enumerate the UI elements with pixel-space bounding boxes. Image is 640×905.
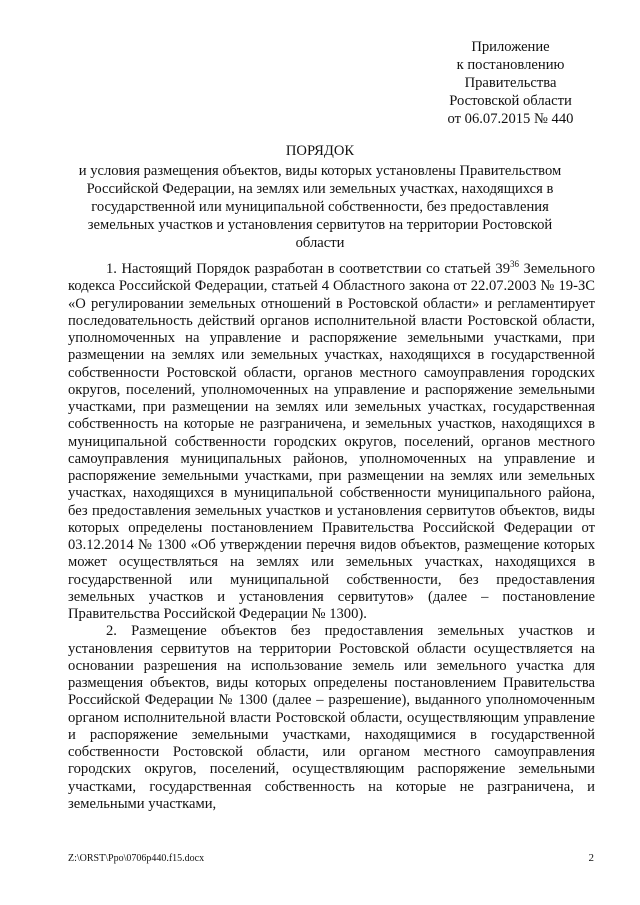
footer-file-path: Z:\ORST\Ppo\0706p440.f15.docx xyxy=(68,853,205,864)
page-number: 2 xyxy=(588,852,594,864)
document-body xyxy=(68,261,595,813)
appendix-line: от 06.07.2015 № 440 xyxy=(447,111,574,127)
paragraph-2: 2. Размещение объектов без предоставления земельных участков и установления сервитутов на территории Ростовской области осуществляется на основании разрешения на использование земель или земельного участка для размещения объектов, виды которых определены постановлением Правительства Российской Федерации № 1300 (далее – разрешение), выданного уполномоченным органом исполнительной власти Ростовской области, осуществляющим управление и распоряжение земельными участками, находящимися в государственной собственности Ростовской области, или органом местного самоуправления городских округов, поселений, осуществляющим распоряжение земельными участками, государственная собственность на которые не разграничена, и земельными участками, xyxy=(68,623,595,812)
paragraph-1 xyxy=(68,261,595,623)
document-title: ПОРЯДОК xyxy=(285,143,355,159)
document-subtitle: и условия размещения объектов, виды которых установлены Правительством Российской Федерации, на землях или земельных участках, находящихся в государственной или муниципальной собственности, без предоставления земельных участков и установления сервитутов на территории Ростовской области xyxy=(78,163,562,251)
appendix-line: к постановлению xyxy=(456,57,565,73)
article-superscript: 36 xyxy=(510,259,519,270)
appendix-line: Правительства xyxy=(464,75,557,91)
paragraph-1-rest: Земельного кодекса Российской Федерации, статьей 4 Областного закона от 22.07.2003 № 19-ЗС «О регулировании земельных отношений в Ростовской области» и регламентирует последовательность действий органов исполнительной власти Ростовской области, уполномоченных на управление и распоряжение земельными участками, при размещении на землях или земельных участках, находящихся в государственной собственности Ростовской области, органов местного самоуправления городских округов, поселений, уполномоченных на управление и распоряжение земельными участками, при размещении на землях или земельных участках, государственная собственность на которые не разграничена, и земельных участков, находящихся в муниципальной собственности городских округов, поселений, органов местного самоуправления муниципальных районов, уполномоченных на управление и распоряжение земельными участками, при размещении на землях или земельных участках, находящихся в муниципальной собственности муниципального района, без предоставления земельных участков и установления сервитутов объектов, виды которых определены постановлением Правительства Российской Федерации от 03.12.2014 № 1300 «Об утверждении перечня видов объектов, размещение которых может осуществляться на землях или земельных участках, находящихся в государственной или муниципальной собственности, без предоставления земельных участков и установления сервитутов» (далее – постановление Правительства Российской Федерации № 1300). xyxy=(68,261,595,622)
appendix-header xyxy=(428,38,593,128)
document-title-block xyxy=(64,142,576,252)
appendix-line: Приложение xyxy=(471,39,550,55)
appendix-line: Ростовской области xyxy=(449,93,572,109)
paragraph-1-start: 1. Настоящий Порядок разработан в соответствии со статьей 39 xyxy=(106,261,510,277)
